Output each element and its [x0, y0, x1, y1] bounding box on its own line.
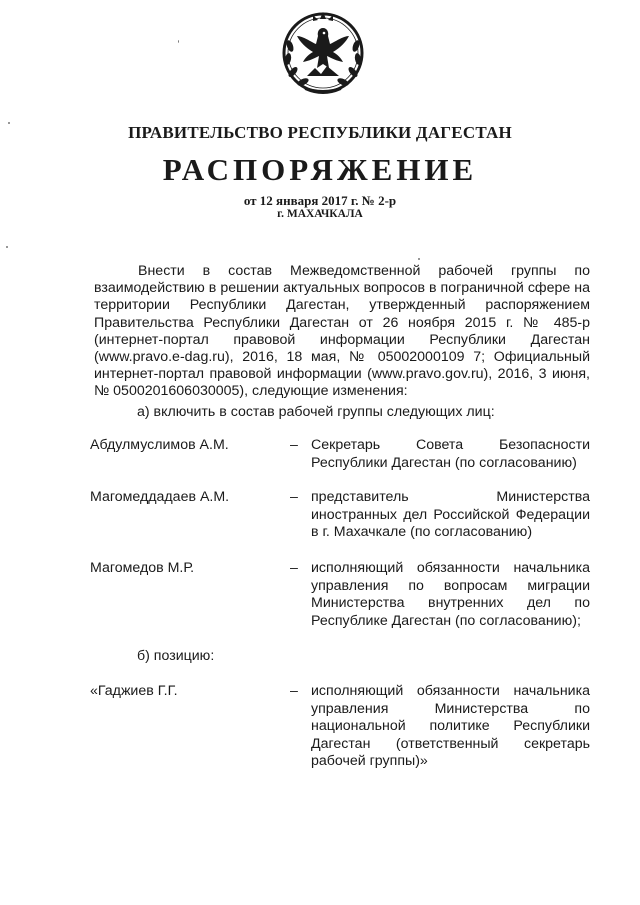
- member-name: Магомеддадаев А.М.: [90, 489, 230, 505]
- scan-speck: [8, 122, 10, 124]
- position-name: «Гаджиев Г.Г.: [90, 683, 178, 699]
- member-name: Магомедов М.Р.: [90, 560, 195, 576]
- member-dash: –: [290, 560, 298, 576]
- government-title: ПРАВИТЕЛЬСТВО РЕСПУБЛИКИ ДАГЕСТАН: [128, 123, 512, 142]
- intro-paragraph: Внести в состав Межведомственной рабочей группы по взаимодействию в решении актуальных вопросов в пограничной сфере на территории Республики Дагестан, утвержденный распоряжением Правительства Республики Дагестан от 26 ноября 2015 г. № 485-р (интернет-портал правовой информации Республики Дагестан (www.pravo.e-dag.ru), 2016, 18 мая, № 05002000109 7; Официальный интернет-портал правовой информации (www.pravo.gov.ru), 2016, 3 июня, № 0500201606030005), следующие изменения:: [94, 263, 590, 400]
- member-role: Секретарь Совета Безопасности Республики Дагестан (по согласованию): [311, 437, 590, 471]
- member-name: Абдулмуслимов А.М.: [90, 437, 229, 453]
- member-role: представитель Министерства иностранных дел Российской Федерации в г. Махачкале (по согласованию): [311, 489, 590, 541]
- position-dash: –: [290, 683, 298, 699]
- dagestan-eagle-emblem-icon: [273, 6, 373, 96]
- member-dash: –: [290, 437, 298, 453]
- member-role: исполняющий обязанности начальника управления по вопросам миграции Министерства внутренних дел по Республике Дагестан (по согласованию);: [311, 560, 590, 629]
- document-city: г. МАХАЧКАЛА: [277, 208, 363, 220]
- document-date-number: от 12 января 2017 г. № 2-р: [243, 193, 397, 208]
- item-a-heading: а) включить в состав рабочей группы следующих лиц:: [137, 404, 495, 420]
- member-dash: –: [290, 489, 298, 505]
- scan-speck: [418, 258, 420, 260]
- document-type: РАСПОРЯЖЕНИЕ: [162, 152, 478, 187]
- position-role: исполняющий обязанности начальника управления Министерства по национальной политике Республики Дагестан (ответственный секретарь рабочей группы)»: [311, 683, 590, 770]
- scan-speck: [178, 40, 179, 43]
- scan-speck: [6, 246, 8, 248]
- item-b-heading: б) позицию:: [137, 648, 215, 664]
